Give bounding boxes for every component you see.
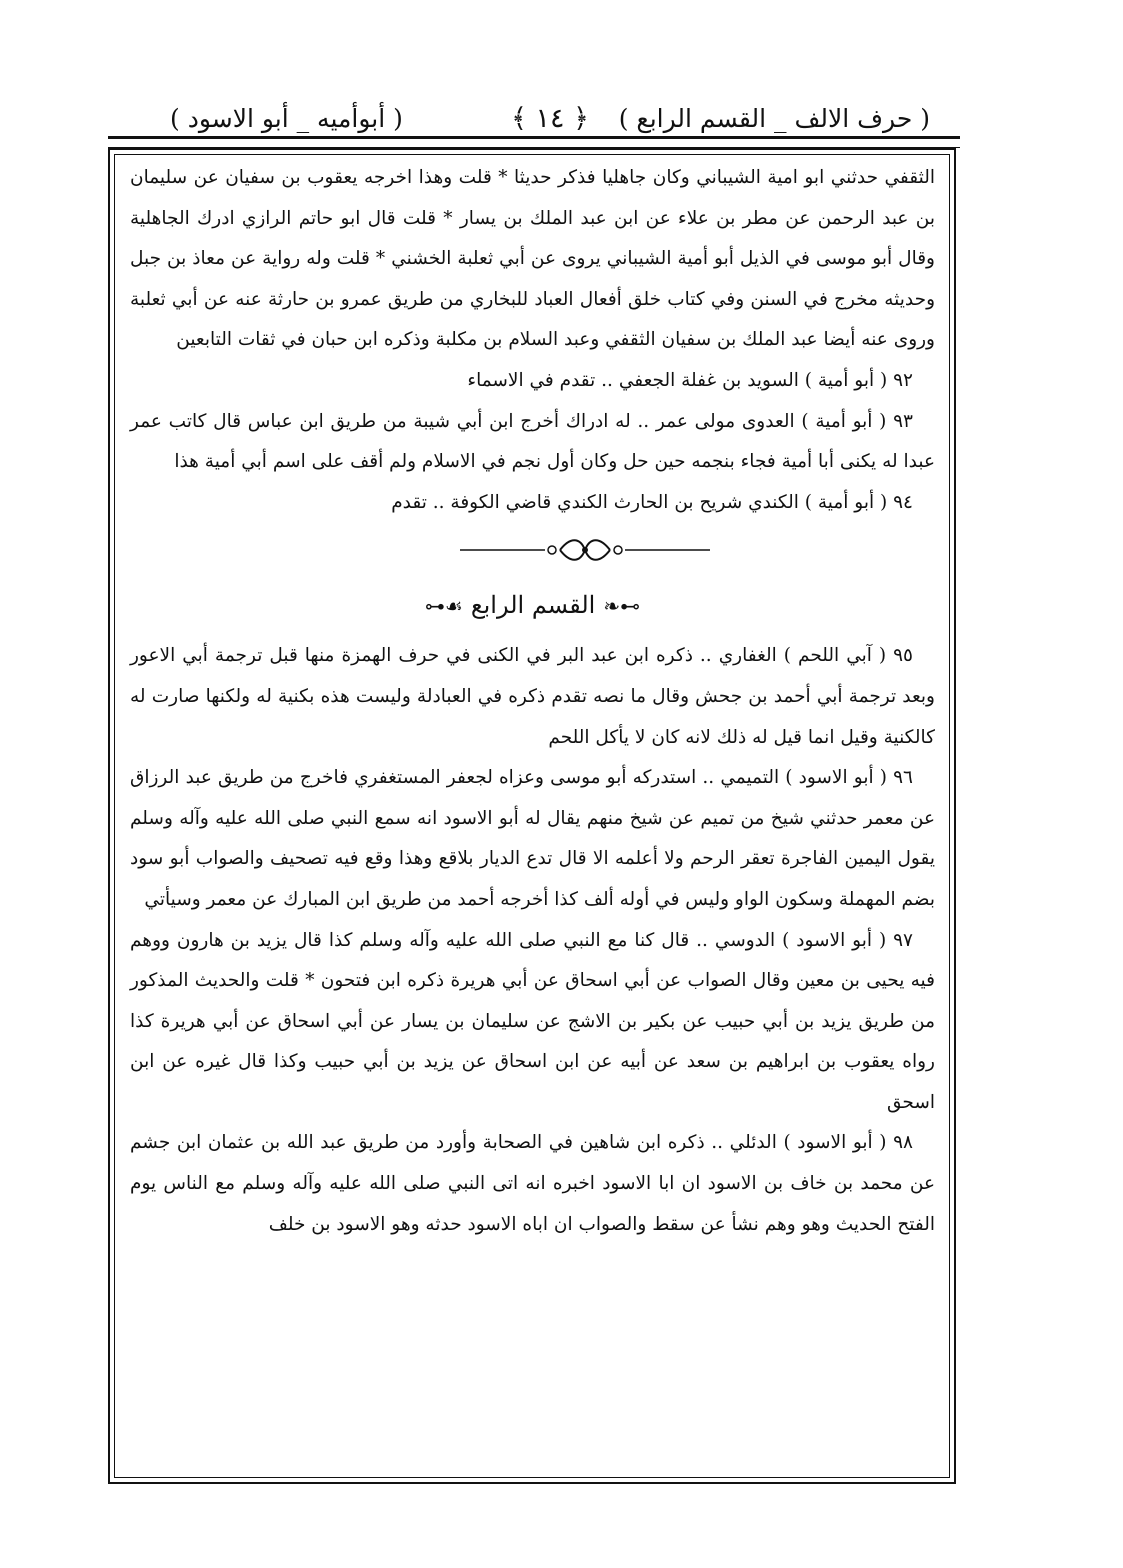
flourish-icon — [460, 535, 710, 565]
running-title-right: ( حرف الالف _ القسم الرابع ) — [618, 104, 930, 133]
entry-92: ٩٢ ( أبو أمية ) السويد بن غفلة الجعفي .. تقدم في الاسماء — [467, 369, 913, 391]
entry-98: ٩٨ ( أبو الاسود ) الدئلي .. ذكره ابن شاهين في الصحابة وأورد من طريق عبد الله بن عثمان ابن جشم عن محمد بن خاف بن الاسود ان ابا الاسود اخبره انه اتى النبي صلى الله عليه وآله وسلم مع الناس يوم الفتح الحديث وهو وهم نشأ عن سقط والصواب ان اباه الاسود حدثه وهو الاسود بن خلف — [130, 1132, 935, 1235]
heading-ornament-left-icon: ☙⊷ — [424, 594, 463, 619]
page-number: ﴿ ١٤ ﴾ — [511, 103, 589, 134]
entry-95: ٩٥ ( آبي اللحم ) الغفاري .. ذكره ابن عبد البر في الكنى في حرف الهمزة منها قبل ترجمة أبي الاعور وبعد ترجمة أبي أحمد بن جحش وقال ما نصه تقدم ذكره في العبادلة وليست هذه بكنية له ولكنها صارت له كالكنية وقيل انما قيل له ذلك لانه كان لا يأكل اللحم — [130, 645, 935, 748]
entry-96: ٩٦ ( أبو الاسود ) التميمي .. استدركه أبو موسى وعزاه لجعفر المستغفري فاخرج من طريق عبد الرزاق عن معمر حدثني شيخ من تميم عن شيخ منهم يقال له أبو الاسود انه سمع النبي صلى الله عليه وآله وسلم يقول اليمين الفاجرة تعقر الرحم ولا أعلمه الا قال تدع الديار بلاقع وهذا وقع فيه تصحيف والصواب أبو سود بضم المهملة وسكون الواو وليس في أوله ألف كذا أخرجه أحمد من طريق ابن المبارك عن معمر وسيأتي — [130, 767, 935, 910]
entry-97: ٩٧ ( أبو الاسود ) الدوسي .. قال كنا مع النبي صلى الله عليه وآله وسلم كذا قال يزيد بن هارون ووهم فيه يحيى بن معين وقال الصواب عن أبي اسحاق عن أبي هريرة ذكره ابن فتحون * قلت والحديث المذكور من طريق يزيد بن أبي حبيب عن بكير بن الاشج عن سليمان بن يسار عن أبي اسحاق عن أبي هريرة كذا رواه يعقوب بن ابراهيم بن سعد عن أبيه عن ابن اسحاق عن يزيد بن أبي حبيب وكذا قال غيره عن ابن اسحق — [130, 929, 935, 1113]
entry-93: ٩٣ ( أبو أمية ) العدوى مولى عمر .. له ادراك أخرج ابن أبي شيبة من طريق ابن عباس قال كاتب عمر عبدا له يكنى أبا أمية فجاء بنجمه حين حل وكان أول نجم في الاسلام ولم أقف على اسم أبي أمية هذا — [130, 410, 935, 473]
entry-94: ٩٤ ( أبو أمية ) الكندي شريح بن الحارث الكندي قاضي الكوفة .. تقدم — [391, 491, 913, 513]
ornamental-divider — [130, 535, 935, 571]
running-title-left: ( أبوأميه _ أبو الاسود ) — [170, 104, 403, 133]
section-heading — [130, 579, 935, 632]
section-title-text: القسم الرابع — [470, 591, 596, 620]
header-rule — [108, 136, 960, 148]
paragraph-continued: الثقفي حدثني ابو امية الشيباني وكان جاهليا فذكر حديثا * قلت وهذا اخرجه يعقوب بن سفيان عن سليمان بن عبد الرحمن عن مطر بن علاء عن ابن عبد الملك بن يسار * قلت قال ابو حاتم الرازي ادرك الجاهلية وقال أبو موسى في الذيل أبو أمية الشيباني يروى عن أبي ثعلبة الخشني * قلت وله رواية عن معاذ بن جبل وحديثه مخرج في السنن وفي كتاب خلق أفعال العباد للبخاري من طريق عمرو بن حارثة عنه عن أبي ثعلبة وروى عنه أيضا عبد الملك بن سفيان الثقفي وعبد السلام بن مكلبة وذكره ابن حبان في ثقات التابعين — [130, 167, 935, 351]
heading-ornament-right-icon: ⊶❧ — [603, 594, 641, 619]
page-body — [130, 158, 935, 1245]
